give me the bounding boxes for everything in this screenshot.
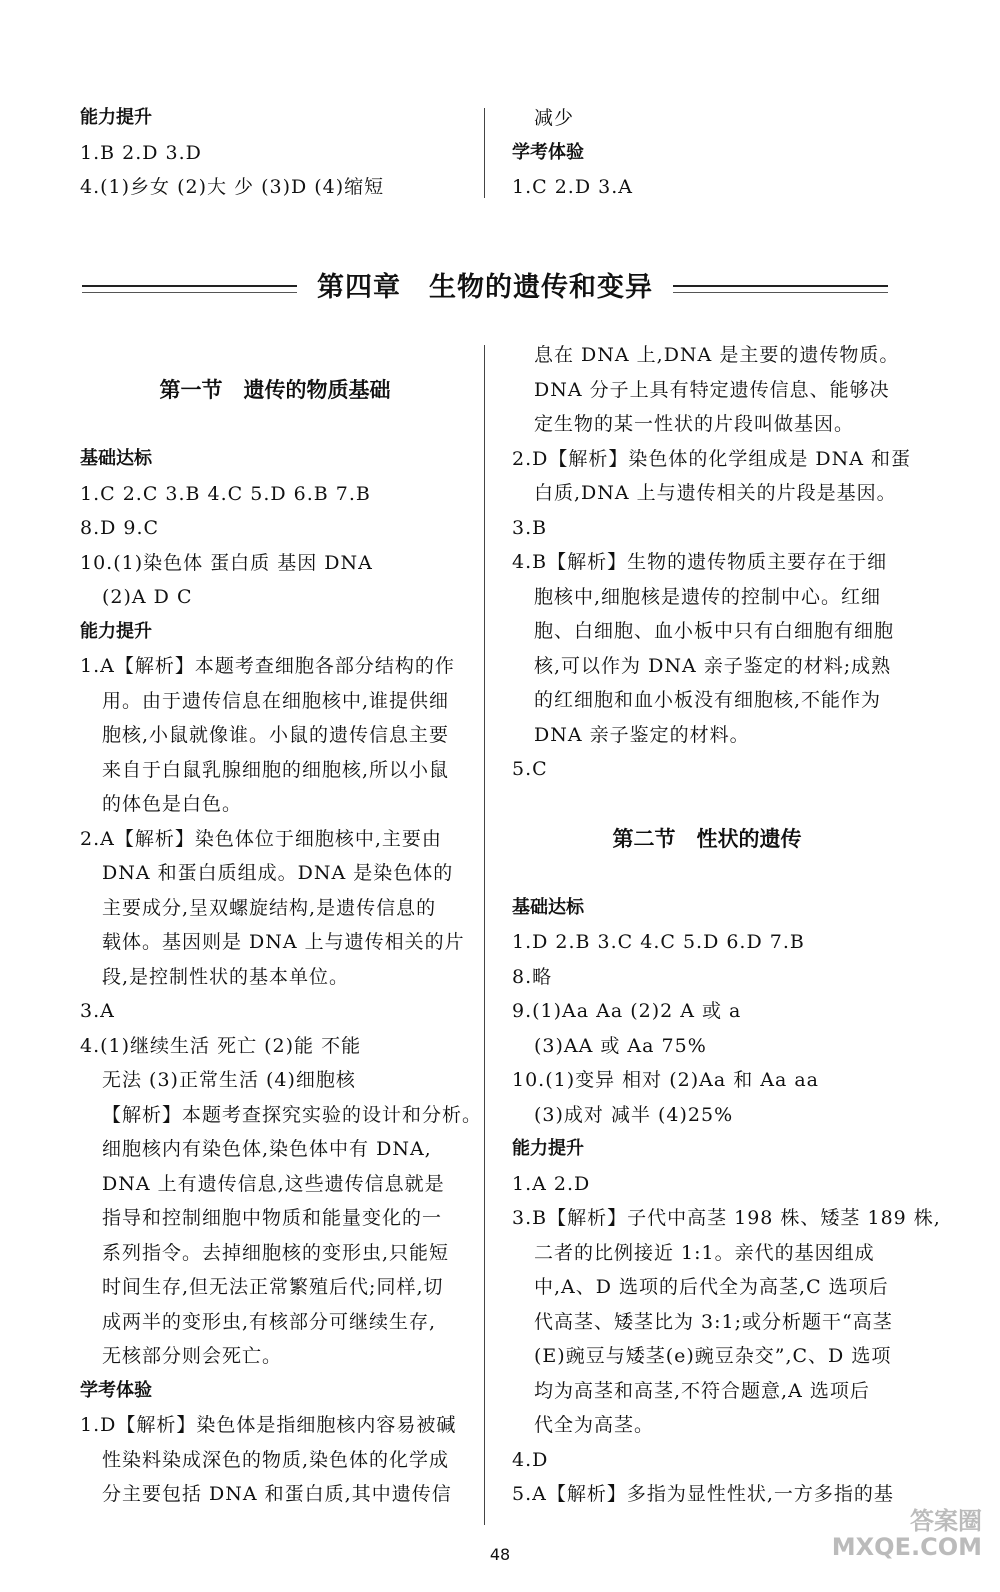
answer-line: 1.B 2.D 3.D <box>80 141 202 164</box>
page-number: 48 <box>489 1545 511 1564</box>
answer-line: 2.A【解析】染色体位于细胞核中,主要由 <box>80 827 442 850</box>
answer-line-continued: 减少 <box>534 107 575 129</box>
answer-line-continued: 分主要包括 DNA 和蛋白质,其中遗传信 <box>102 1483 452 1505</box>
answer-line-continued: 系列指令。去掉细胞核的变形虫,只能短 <box>102 1241 450 1264</box>
answer-line: 8.略 <box>512 965 553 988</box>
watermark-line-1: 答案圈 <box>910 1507 982 1535</box>
right-column <box>512 338 941 1512</box>
answer-line: 5.C <box>512 758 548 780</box>
section-title: 第一节 遗传的物质基础 <box>159 378 391 402</box>
answer-line-continued: (E)豌豆与矮茎(e)豌豆杂交”,C、D 选项 <box>534 1345 892 1367</box>
answer-line: 1.C 2.D 3.A <box>512 176 633 198</box>
answer-line: 4.(1)继续生活 死亡 (2)能 不能 <box>80 1034 362 1057</box>
answer-line-continued: DNA 上有遗传信息,这些遗传信息就是 <box>102 1172 445 1195</box>
answer-line-continued: DNA 和蛋白质组成。DNA 是染色体的 <box>102 862 454 884</box>
answer-line-continued: 定生物的某一性状的片段叫做基因。 <box>534 413 855 435</box>
answer-line: 2.D【解析】染色体的化学组成是 DNA 和蛋 <box>512 447 912 470</box>
answer-line-continued: 细胞核内有染色体,染色体中有 DNA, <box>102 1138 432 1160</box>
section-subheading: 学考体验 <box>80 1379 152 1401</box>
answer-line-continued: 二者的比例接近 1:1。亲代的基因组成 <box>534 1241 875 1264</box>
answer-line-continued: 用。由于遗传信息在细胞核中,谁提供细 <box>102 689 450 712</box>
answer-line-continued: 均为高茎和高茎,不符合题意,A 选项后 <box>534 1379 870 1402</box>
answer-line: 10.(1)染色体 蛋白质 基因 DNA <box>80 551 373 574</box>
answer-line-continued: 胞、白细胞、血小板中只有白细胞有细胞 <box>534 620 895 642</box>
answer-line-continued: 【解析】本题考查探究实验的设计和分析。 <box>102 1103 483 1126</box>
answer-line-continued: 代高茎、矮茎比为 3:1;或分析题干“高茎 <box>534 1310 893 1333</box>
answer-line: 8.D 9.C <box>80 517 160 539</box>
answer-line: 3.B <box>512 516 548 539</box>
answer-line: 4.B【解析】生物的遗传物质主要存在于细 <box>512 551 888 573</box>
section-title: 第二节 性状的遗传 <box>612 826 802 851</box>
answer-line: 1.D 2.B 3.C 4.C 5.D 6.D 7.B <box>512 931 805 953</box>
answer-line-continued: (3)成对 减半 (4)25% <box>534 1103 734 1126</box>
left-column <box>80 338 483 1512</box>
answer-line-continued: 的红细胞和血小板没有细胞核,不能作为 <box>534 689 882 711</box>
answer-line-continued: 无法 (3)正常生活 (4)细胞核 <box>102 1069 356 1091</box>
answer-line-continued: 载体。基因则是 DNA 上与遗传相关的片 <box>102 931 465 953</box>
answer-line: 1.A【解析】本题考查细胞各部分结构的作 <box>80 655 455 677</box>
answer-line: 1.C 2.C 3.B 4.C 5.D 6.B 7.B <box>80 482 371 505</box>
answer-line-continued: 成两半的变形虫,有核部分可继续生存, <box>102 1310 437 1333</box>
top-left-block <box>80 101 470 205</box>
answer-line-continued: 胞核中,细胞核是遗传的控制中心。红细 <box>534 585 882 608</box>
section-subheading: 能力提升 <box>512 1138 584 1159</box>
answer-line-continued: 代全为高茎。 <box>534 1414 655 1436</box>
top-column-divider <box>484 108 485 198</box>
answer-line: 3.A <box>80 1000 115 1022</box>
section-subheading: 学考体验 <box>512 141 584 163</box>
watermark-line-2: MXQE.COM <box>831 1533 982 1561</box>
top-right-block <box>512 101 902 205</box>
answer-line: 3.B【解析】子代中高茎 198 株、矮茎 189 株, <box>512 1207 941 1229</box>
answer-line: 5.A【解析】多指为显性性状,一方多指的基 <box>512 1483 894 1505</box>
answer-line-continued: (3)AA 或 Aa 75% <box>534 1034 707 1057</box>
section-subheading: 能力提升 <box>80 107 152 128</box>
chapter-heading <box>82 266 888 310</box>
answer-line: 9.(1)Aa Aa (2)2 A 或 a <box>512 1000 742 1022</box>
answer-line-continued: 指导和控制细胞中物质和能量变化的一 <box>102 1207 443 1229</box>
answer-line-continued: (2)A D C <box>102 586 193 608</box>
answer-line-continued: 中,A、D 选项的后代全为高茎,C 选项后 <box>534 1276 889 1298</box>
answer-line-continued: 胞核,小鼠就像谁。小鼠的遗传信息主要 <box>102 724 450 746</box>
section-subheading: 能力提升 <box>80 620 152 642</box>
main-column-divider <box>484 345 485 1525</box>
answer-line-continued: DNA 分子上具有特定遗传信息、能够决 <box>534 378 890 401</box>
watermark-logo <box>832 1508 982 1560</box>
answer-line-continued: 段,是控制性状的基本单位。 <box>102 965 350 988</box>
answer-line: 4.(1)乡女 (2)大 少 (3)D (4)缩短 <box>80 176 385 198</box>
answer-line-continued: 来自于白鼠乳腺细胞的细胞核,所以小鼠 <box>102 758 450 781</box>
answer-line-continued: 白质,DNA 上与遗传相关的片段是基因。 <box>534 482 897 504</box>
answer-line: 4.D <box>512 1448 549 1471</box>
answer-line: 1.A 2.D <box>512 1172 591 1195</box>
answer-line-continued: 性染料染成深色的物质,染色体的化学成 <box>102 1448 450 1471</box>
section-subheading: 基础达标 <box>80 448 152 469</box>
chapter-title: 第四章 生物的遗传和变异 <box>317 272 653 303</box>
answer-line-continued: 时间生存,但无法正常繁殖后代;同样,切 <box>102 1276 444 1298</box>
answer-line-continued: 无核部分则会死亡。 <box>102 1345 283 1367</box>
answer-line-continued: DNA 亲子鉴定的材料。 <box>534 723 750 746</box>
section-subheading: 基础达标 <box>512 896 584 918</box>
answer-line-continued: 息在 DNA 上,DNA 是主要的遗传物质。 <box>534 344 900 366</box>
answer-line: 10.(1)变异 相对 (2)Aa 和 Aa aa <box>512 1069 819 1091</box>
answer-line: 1.D【解析】染色体是指细胞核内容易被碱 <box>80 1414 457 1436</box>
answer-line-continued: 主要成分,呈双螺旋结构,是遗传信息的 <box>102 896 437 919</box>
answer-line-continued: 核,可以作为 DNA 亲子鉴定的材料;成熟 <box>534 654 892 677</box>
answer-line-continued: 的体色是白色。 <box>102 793 243 815</box>
